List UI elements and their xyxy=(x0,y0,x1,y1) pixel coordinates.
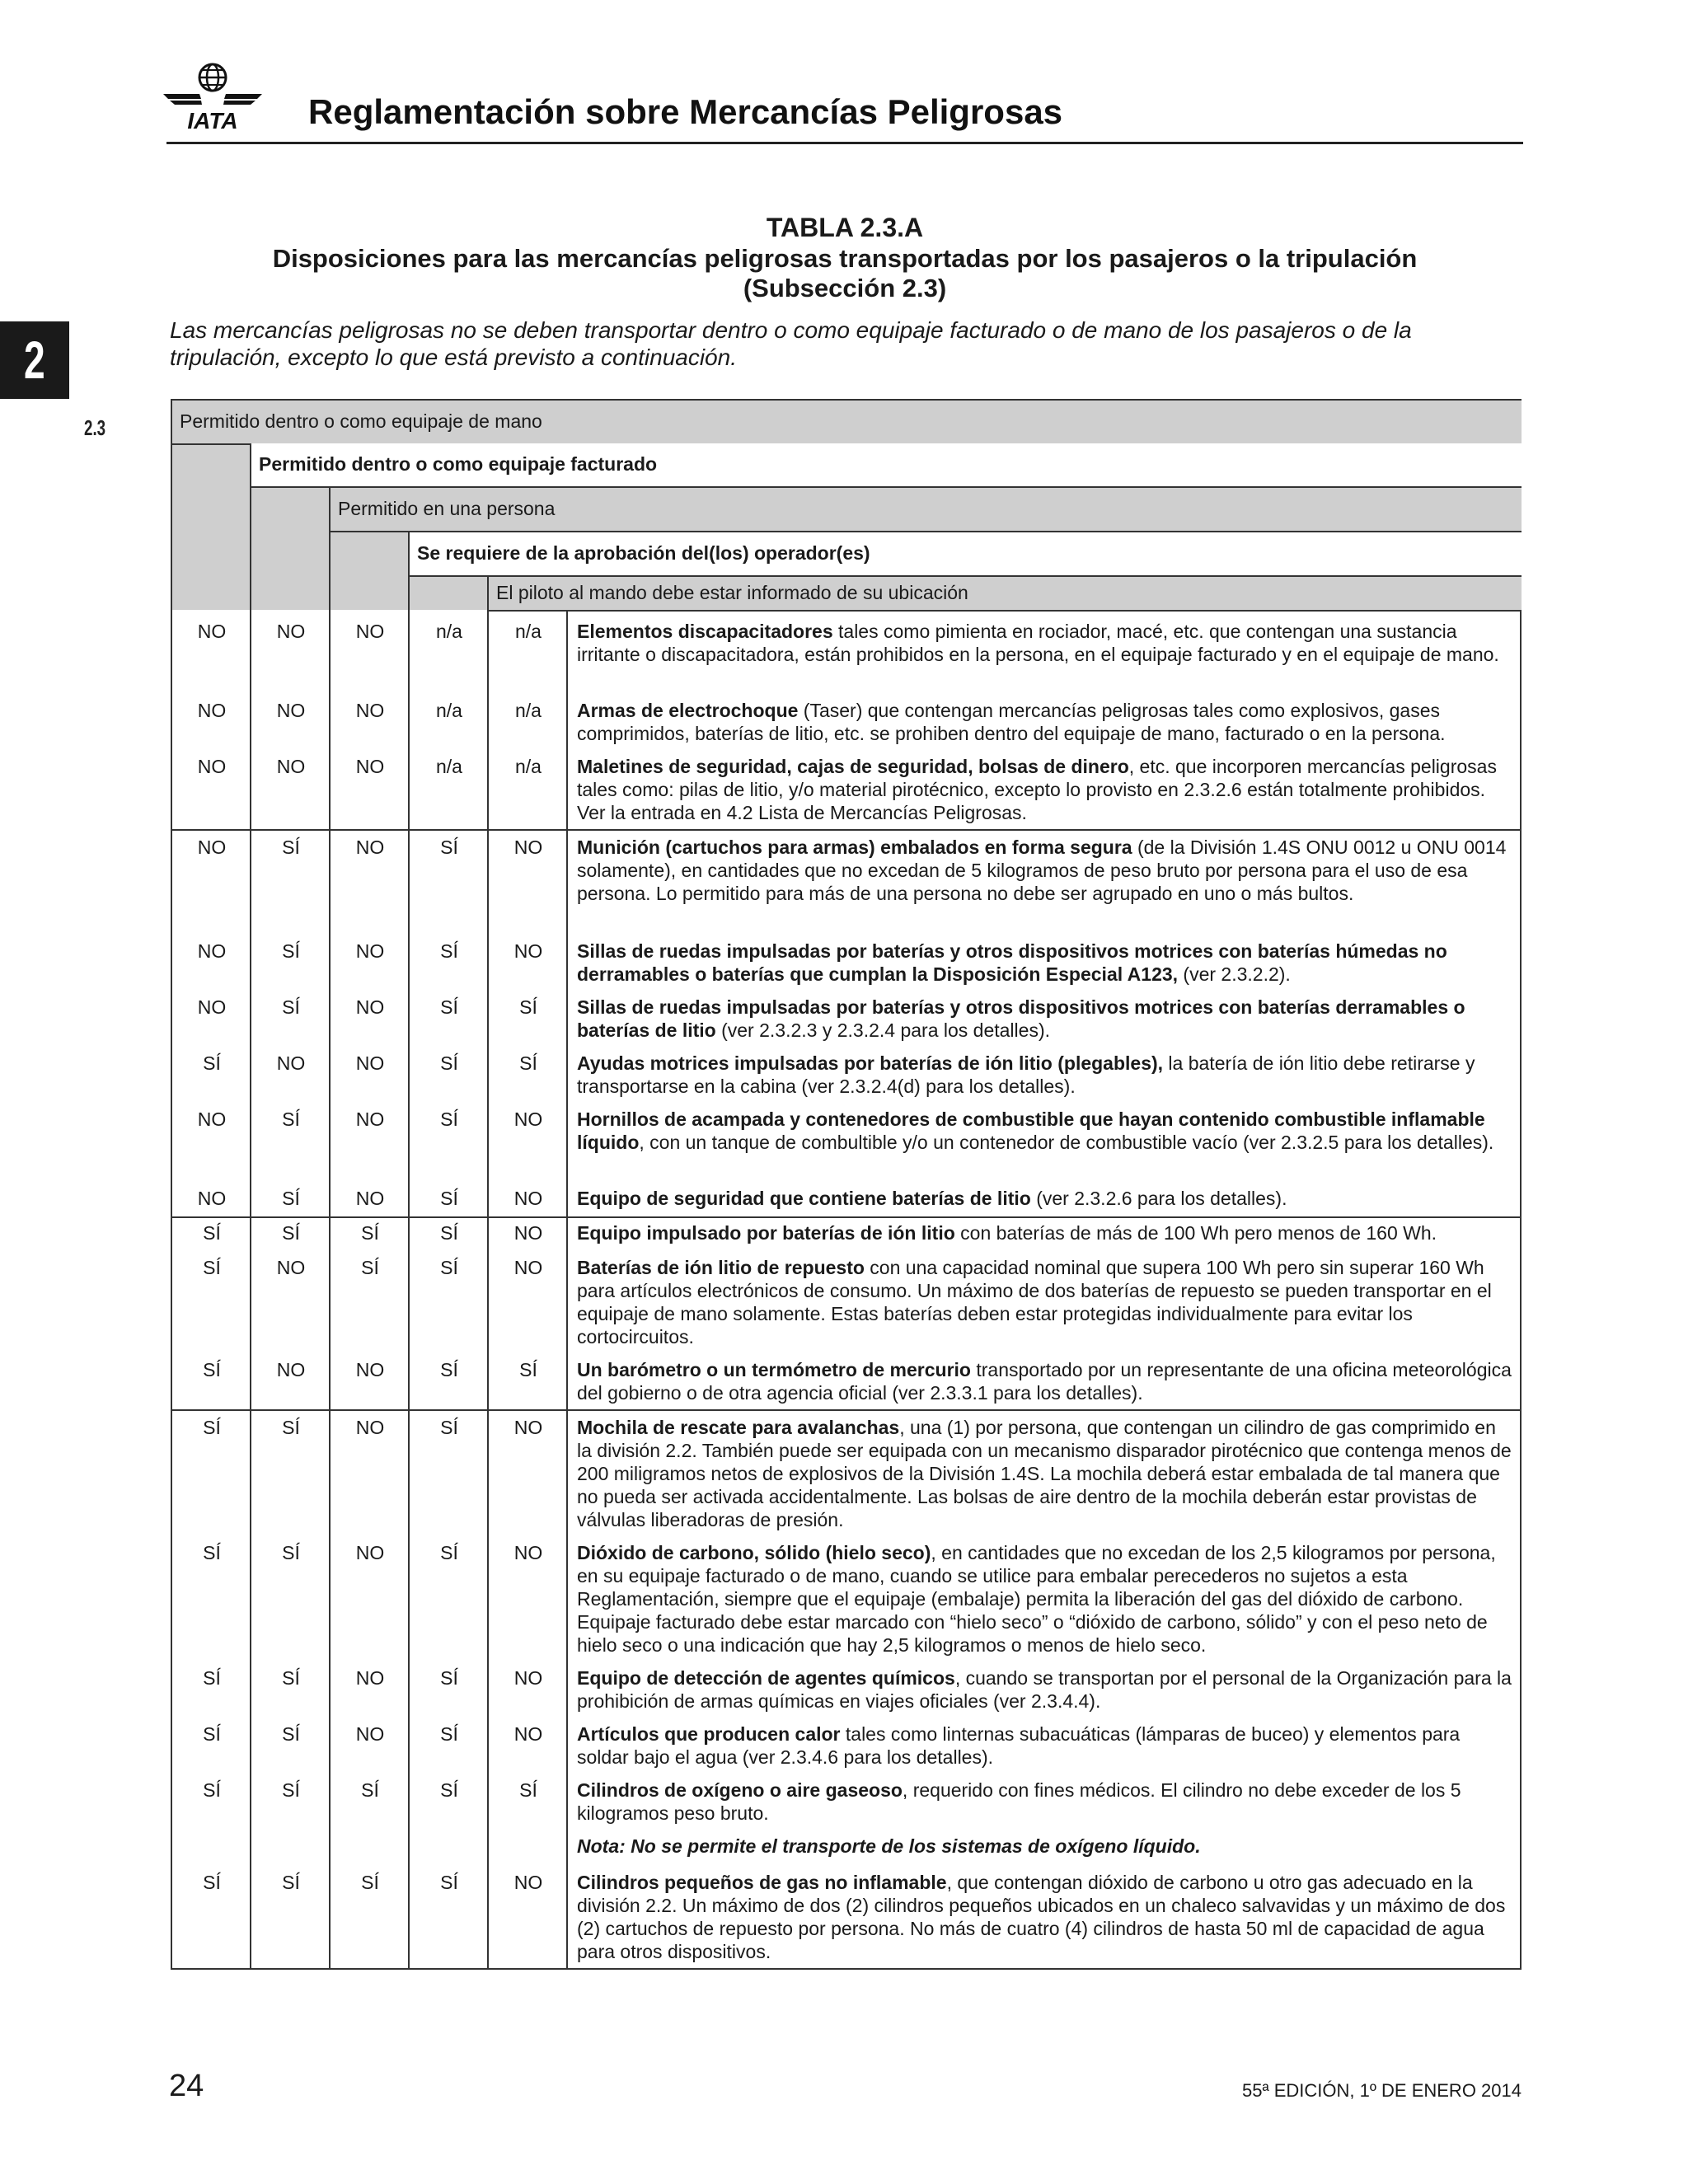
header-rule xyxy=(166,142,1523,144)
cell-pilot: SÍ xyxy=(519,1052,537,1074)
item-text: con una capacidad nominal que supera 100 Wh pero sin superar 160 Wh para artículos electrónicos de consumo. Un máximo de dos baterías de repuesto se pueden transportar en el equipaje de mano solamente. Estas baterías deben estar protegidas individualmente para evitar los cortocircuitos. xyxy=(577,1257,1492,1347)
provisions-table xyxy=(171,399,1522,1970)
cell-carry-on: NO xyxy=(197,1108,227,1130)
item-name: Sillas de ruedas impulsadas por baterías y otros dispositivos motrices con baterías húmedas no derramables o baterías que cumplan la Disposición Especial A123, xyxy=(577,940,1447,985)
cell-approval: SÍ xyxy=(440,940,458,962)
header-shade-2 xyxy=(251,488,331,610)
cell-pilot: n/a xyxy=(515,756,542,777)
item-name: Maletines de seguridad, cajas de seguridad, bolsas de dinero xyxy=(577,756,1129,777)
row-description xyxy=(577,1871,1512,1963)
cell-carry-on: SÍ xyxy=(203,1222,221,1244)
group-separator-3 xyxy=(172,1409,1522,1411)
cell-approval: SÍ xyxy=(440,1779,458,1801)
header-carry-on: Permitido dentro o como equipaje de mano xyxy=(171,401,1522,445)
intro-text: Las mercancías peligrosas no se deben transportar dentro o como equipaje facturado o de mano de los pasajeros o de la tripulación, excepto lo que está previsto a continuación. xyxy=(170,317,1412,370)
item-text: transportado por un representante de una oficina meteorológica del gobierno o de otra agencia oficial (ver 2.3.3.1 para los detalles). xyxy=(577,1359,1512,1404)
cell-checked: NO xyxy=(276,1257,306,1278)
item-name: Artículos que producen calor xyxy=(577,1723,841,1745)
item-text: , cuando se transportan por el personal de la Organización para la prohibición de armas químicas en viajes oficiales (ver 2.3.4.4). xyxy=(577,1667,1512,1712)
cell-on-person: NO xyxy=(355,1723,385,1745)
edition-text: 55ª EDICIÓN, 1º DE ENERO 2014 xyxy=(1242,2080,1522,2101)
cell-carry-on: SÍ xyxy=(203,1257,221,1278)
cell-approval: SÍ xyxy=(440,1542,458,1563)
cell-approval: SÍ xyxy=(440,1723,458,1745)
row-description xyxy=(577,620,1512,666)
cell-checked: NO xyxy=(276,756,306,777)
iata-logo xyxy=(162,58,269,132)
cell-checked: SÍ xyxy=(282,1222,300,1244)
cell-checked: NO xyxy=(276,700,306,721)
item-name: Munición (cartuchos para armas) embalados en forma segura xyxy=(577,837,1132,858)
cell-approval: SÍ xyxy=(440,1667,458,1689)
cell-approval: SÍ xyxy=(440,1359,458,1380)
item-name: Cilindros pequeños de gas no inflamable xyxy=(577,1872,947,1893)
item-name: Mochila de rescate para avalanchas xyxy=(577,1417,900,1438)
item-text: , una (1) por persona, que contengan un cilindro de gas comprimido en la división 2.2. También puede ser equipada con un mecanismo disparador pirotécnico que contenga menos de 200 miligramos netos de explosivos de la División 1.4S. La mochila deberá estar embalada de tal manera que no pueda ser activada accidentalmente. Las bolsas de aire dentro de la mochila deberán estar provistas de válvulas liberadoras de presión. xyxy=(577,1417,1512,1530)
item-name: Equipo impulsado por baterías de ión litio xyxy=(577,1222,955,1244)
table-id: TABLA 2.3.A xyxy=(766,213,924,242)
cell-checked: SÍ xyxy=(282,1723,300,1745)
row-description xyxy=(577,1541,1512,1657)
row-description xyxy=(577,1187,1512,1210)
row-description xyxy=(577,1108,1512,1154)
cell-carry-on: NO xyxy=(197,837,227,858)
cell-approval: n/a xyxy=(436,700,462,721)
item-name: Ayudas motrices impulsadas por baterías de ión litio (plegables), xyxy=(577,1052,1164,1074)
item-name: Armas de electrochoque xyxy=(577,700,799,721)
cell-on-person: SÍ xyxy=(361,1779,379,1801)
item-text: (ver 2.3.2.3 y 2.3.2.4 para los detalles). xyxy=(715,1019,1050,1041)
row-description xyxy=(577,996,1512,1042)
row-description xyxy=(577,1416,1512,1531)
row-description xyxy=(577,1358,1512,1404)
page-header-title: Reglamentación sobre Mercancías Peligrosas xyxy=(308,92,1063,131)
cell-pilot: SÍ xyxy=(519,1359,537,1380)
item-text: (ver 2.3.2.6 para los detalles). xyxy=(1030,1188,1287,1209)
item-text: (de la División 1.4S ONU 0012 u ONU 0014 solamente), en cantidades que no excedan de 5 kilogramos de peso bruto por persona para el uso de esa persona. Lo permitido para más de una persona no debe ser agrupado en uno o más bultos. xyxy=(577,837,1507,904)
item-name: Sillas de ruedas impulsadas por baterías y otros dispositivos motrices con baterías derramables o baterías de litio xyxy=(577,996,1465,1041)
header-operator-approval: Se requiere de la aprobación del(los) operador(es) xyxy=(408,532,1522,577)
item-name: Baterías de ión litio de repuesto xyxy=(577,1257,865,1278)
cell-carry-on: NO xyxy=(197,756,227,777)
cell-carry-on: NO xyxy=(197,1188,227,1209)
cell-carry-on: SÍ xyxy=(203,1542,221,1563)
item-text: , etc. que incorporen mercancías peligrosas tales como: pilas de litio, y/o material pirotécnico, excepto lo provisto en 2.3.2.6 están totalmente prohibidos. Ver la entrada en 4.2 Lista de Mercancías Peligrosas. xyxy=(577,756,1497,823)
cell-pilot: NO xyxy=(513,1542,543,1563)
cell-pilot: NO xyxy=(513,1257,543,1278)
cell-carry-on: SÍ xyxy=(203,1872,221,1893)
cell-on-person: SÍ xyxy=(361,1257,379,1278)
section-marker xyxy=(76,415,114,441)
item-name: Equipo de detección de agentes químicos xyxy=(577,1667,955,1689)
cell-pilot: NO xyxy=(513,1108,543,1130)
row-description xyxy=(577,1221,1512,1244)
cell-approval: SÍ xyxy=(440,1417,458,1438)
item-text: , que contengan dióxido de carbono u otro gas adecuado en la división 2.2. Un máximo de dos (2) cilindros pequeños ubicados en un chaleco salvavidas y un máximo de dos (2) cartuchos de repuesto por persona. No más de cuatro (4) cilindros de hasta 50 ml de capacidad de agua para otros dispositivos. xyxy=(577,1872,1506,1962)
row-description xyxy=(577,755,1512,824)
cell-carry-on: NO xyxy=(197,700,227,721)
cell-carry-on: SÍ xyxy=(203,1779,221,1801)
item-text: la batería de ión litio debe retirarse y transportarse en la cabina (ver 2.3.2.4(d) para los detalles). xyxy=(577,1052,1475,1097)
cell-on-person: NO xyxy=(355,621,385,642)
cell-checked: SÍ xyxy=(282,1188,300,1209)
cell-checked: SÍ xyxy=(282,1542,300,1563)
header-shade-3 xyxy=(331,532,410,610)
cell-pilot: n/a xyxy=(515,700,542,721)
chapter-number: 2 xyxy=(24,330,45,390)
cell-checked: SÍ xyxy=(282,1108,300,1130)
cell-carry-on: SÍ xyxy=(203,1417,221,1438)
cell-approval: n/a xyxy=(436,621,462,642)
cell-carry-on: SÍ xyxy=(203,1667,221,1689)
header-shade-1 xyxy=(172,443,251,610)
cell-checked: NO xyxy=(276,1359,306,1380)
item-note: Nota: No se permite el transporte de los sistemas de oxígeno líquido. xyxy=(577,1835,1201,1857)
cell-approval: SÍ xyxy=(440,1052,458,1074)
cell-carry-on: SÍ xyxy=(203,1359,221,1380)
cell-pilot: NO xyxy=(513,1188,543,1209)
section-number: 2.3 xyxy=(83,415,106,440)
item-text: con baterías de más de 100 Wh pero menos de 160 Wh. xyxy=(954,1222,1437,1244)
cell-checked: SÍ xyxy=(282,837,300,858)
cell-checked: NO xyxy=(276,621,306,642)
cell-on-person: NO xyxy=(355,1188,385,1209)
chapter-tab xyxy=(0,321,69,399)
col-line-5 xyxy=(566,612,568,1968)
cell-approval: SÍ xyxy=(440,1872,458,1893)
cell-approval: SÍ xyxy=(440,996,458,1018)
item-text: (ver 2.3.2.2). xyxy=(1178,963,1291,985)
cell-pilot: n/a xyxy=(515,621,542,642)
item-name: Equipo de seguridad que contiene baterías de litio xyxy=(577,1188,1031,1209)
item-name: Dióxido de carbono, sólido (hielo seco) xyxy=(577,1542,931,1563)
cell-on-person: NO xyxy=(355,700,385,721)
group-separator-1 xyxy=(172,829,1522,831)
cell-checked: SÍ xyxy=(282,996,300,1018)
cell-checked: SÍ xyxy=(282,940,300,962)
row-description xyxy=(577,1052,1512,1098)
item-name: Elementos discapacitadores xyxy=(577,621,833,642)
cell-carry-on: NO xyxy=(197,621,227,642)
header-shade-4 xyxy=(410,577,489,610)
cell-checked: SÍ xyxy=(282,1779,300,1801)
item-name: Hornillos de acampada y contenedores de combustible que hayan contenido combustible inflamable líquido xyxy=(577,1108,1485,1153)
cell-checked: SÍ xyxy=(282,1872,300,1893)
row-description xyxy=(577,836,1512,905)
cell-on-person: NO xyxy=(355,756,385,777)
header-checked: Permitido dentro o como equipaje facturado xyxy=(250,443,1522,488)
cell-pilot: NO xyxy=(513,1222,543,1244)
item-text: , con un tanque de combultible y/o un contenedor de combustible vacío (ver 2.3.2.5 para los detalles). xyxy=(639,1132,1494,1153)
cell-approval: SÍ xyxy=(440,837,458,858)
page-number: 24 xyxy=(169,2069,204,2103)
cell-on-person: NO xyxy=(355,996,385,1018)
cell-pilot: NO xyxy=(513,1872,543,1893)
cell-on-person: NO xyxy=(355,837,385,858)
cell-on-person: NO xyxy=(355,1667,385,1689)
cell-pilot: SÍ xyxy=(519,1779,537,1801)
cell-on-person: NO xyxy=(355,940,385,962)
item-text: tales como linternas subacuáticas (lámparas de buceo) y elementos para soldar bajo el agua (ver 2.3.4.6 para los detalles). xyxy=(577,1723,1461,1768)
header-pilot-informed: El piloto al mando debe estar informado de su ubicación xyxy=(487,577,1522,612)
item-text: tales como pimienta en rociador, macé, etc. que contengan una sustancia irritante o discapacitadora, están prohibidos en la persona, en el equipaje facturado y en el equipaje de mano. xyxy=(577,621,1499,665)
cell-approval: SÍ xyxy=(440,1257,458,1278)
cell-on-person: SÍ xyxy=(361,1872,379,1893)
cell-carry-on: NO xyxy=(197,940,227,962)
row-description xyxy=(577,1722,1512,1769)
cell-checked: SÍ xyxy=(282,1667,300,1689)
cell-approval: SÍ xyxy=(440,1188,458,1209)
item-text: , en cantidades que no excedan de los 2,5 kilogramos por persona, en su equipaje facturado o de mano, cuando se utilice para embalar perecederos no sujetos a esta Reglamentación, siempre que el equipaje (embalaje) permita la liberación del gas del dióxido de carbono. Equipaje facturado debe estar marcado con “hielo seco” o “dióxido de carbono, sólido” y con el peso neto de hielo seco o una indicación que hay 2,5 kilogramos o menos de hielo seco. xyxy=(577,1542,1496,1656)
item-text: (Taser) que contengan mercancías peligrosas tales como explosivos, gases comprimidos, baterías de litio, etc. se prohiben dentro del equipaje de mano, facturado o en la persona. xyxy=(577,700,1446,744)
row-description xyxy=(577,1666,1512,1713)
cell-checked: NO xyxy=(276,1052,306,1074)
cell-carry-on: SÍ xyxy=(203,1052,221,1074)
item-name: Un barómetro o un termómetro de mercurio xyxy=(577,1359,971,1380)
cell-pilot: NO xyxy=(513,837,543,858)
row-description xyxy=(577,940,1512,986)
header-on-person: Permitido en una persona xyxy=(329,488,1522,532)
cell-approval: SÍ xyxy=(440,1108,458,1130)
cell-on-person: SÍ xyxy=(361,1222,379,1244)
item-name: Cilindros de oxígeno o aire gaseoso xyxy=(577,1779,903,1801)
row-description xyxy=(577,1256,1512,1348)
group-separator-2 xyxy=(172,1216,1522,1218)
cell-pilot: NO xyxy=(513,940,543,962)
row-description xyxy=(577,1779,1512,1858)
cell-approval: n/a xyxy=(436,756,462,777)
cell-approval: SÍ xyxy=(440,1222,458,1244)
cell-carry-on: NO xyxy=(197,996,227,1018)
logo-text: IATA xyxy=(187,108,238,132)
table-caption: Disposiciones para las mercancías peligrosas transportadas por los pasajeros o la tripulación (Subsección 2.3) xyxy=(272,244,1418,302)
item-text: , requerido con fines médicos. El cilindro no debe exceder de los 5 kilogramos peso bruto. xyxy=(577,1779,1461,1824)
cell-on-person: NO xyxy=(355,1108,385,1130)
cell-carry-on: SÍ xyxy=(203,1723,221,1745)
cell-pilot: NO xyxy=(513,1667,543,1689)
col-line-3 xyxy=(408,532,410,1968)
cell-on-person: NO xyxy=(355,1359,385,1380)
cell-pilot: NO xyxy=(513,1417,543,1438)
cell-on-person: NO xyxy=(355,1052,385,1074)
cell-checked: SÍ xyxy=(282,1417,300,1438)
row-description xyxy=(577,699,1512,745)
cell-pilot: SÍ xyxy=(519,996,537,1018)
cell-pilot: NO xyxy=(513,1723,543,1745)
cell-on-person: NO xyxy=(355,1417,385,1438)
cell-on-person: NO xyxy=(355,1542,385,1563)
